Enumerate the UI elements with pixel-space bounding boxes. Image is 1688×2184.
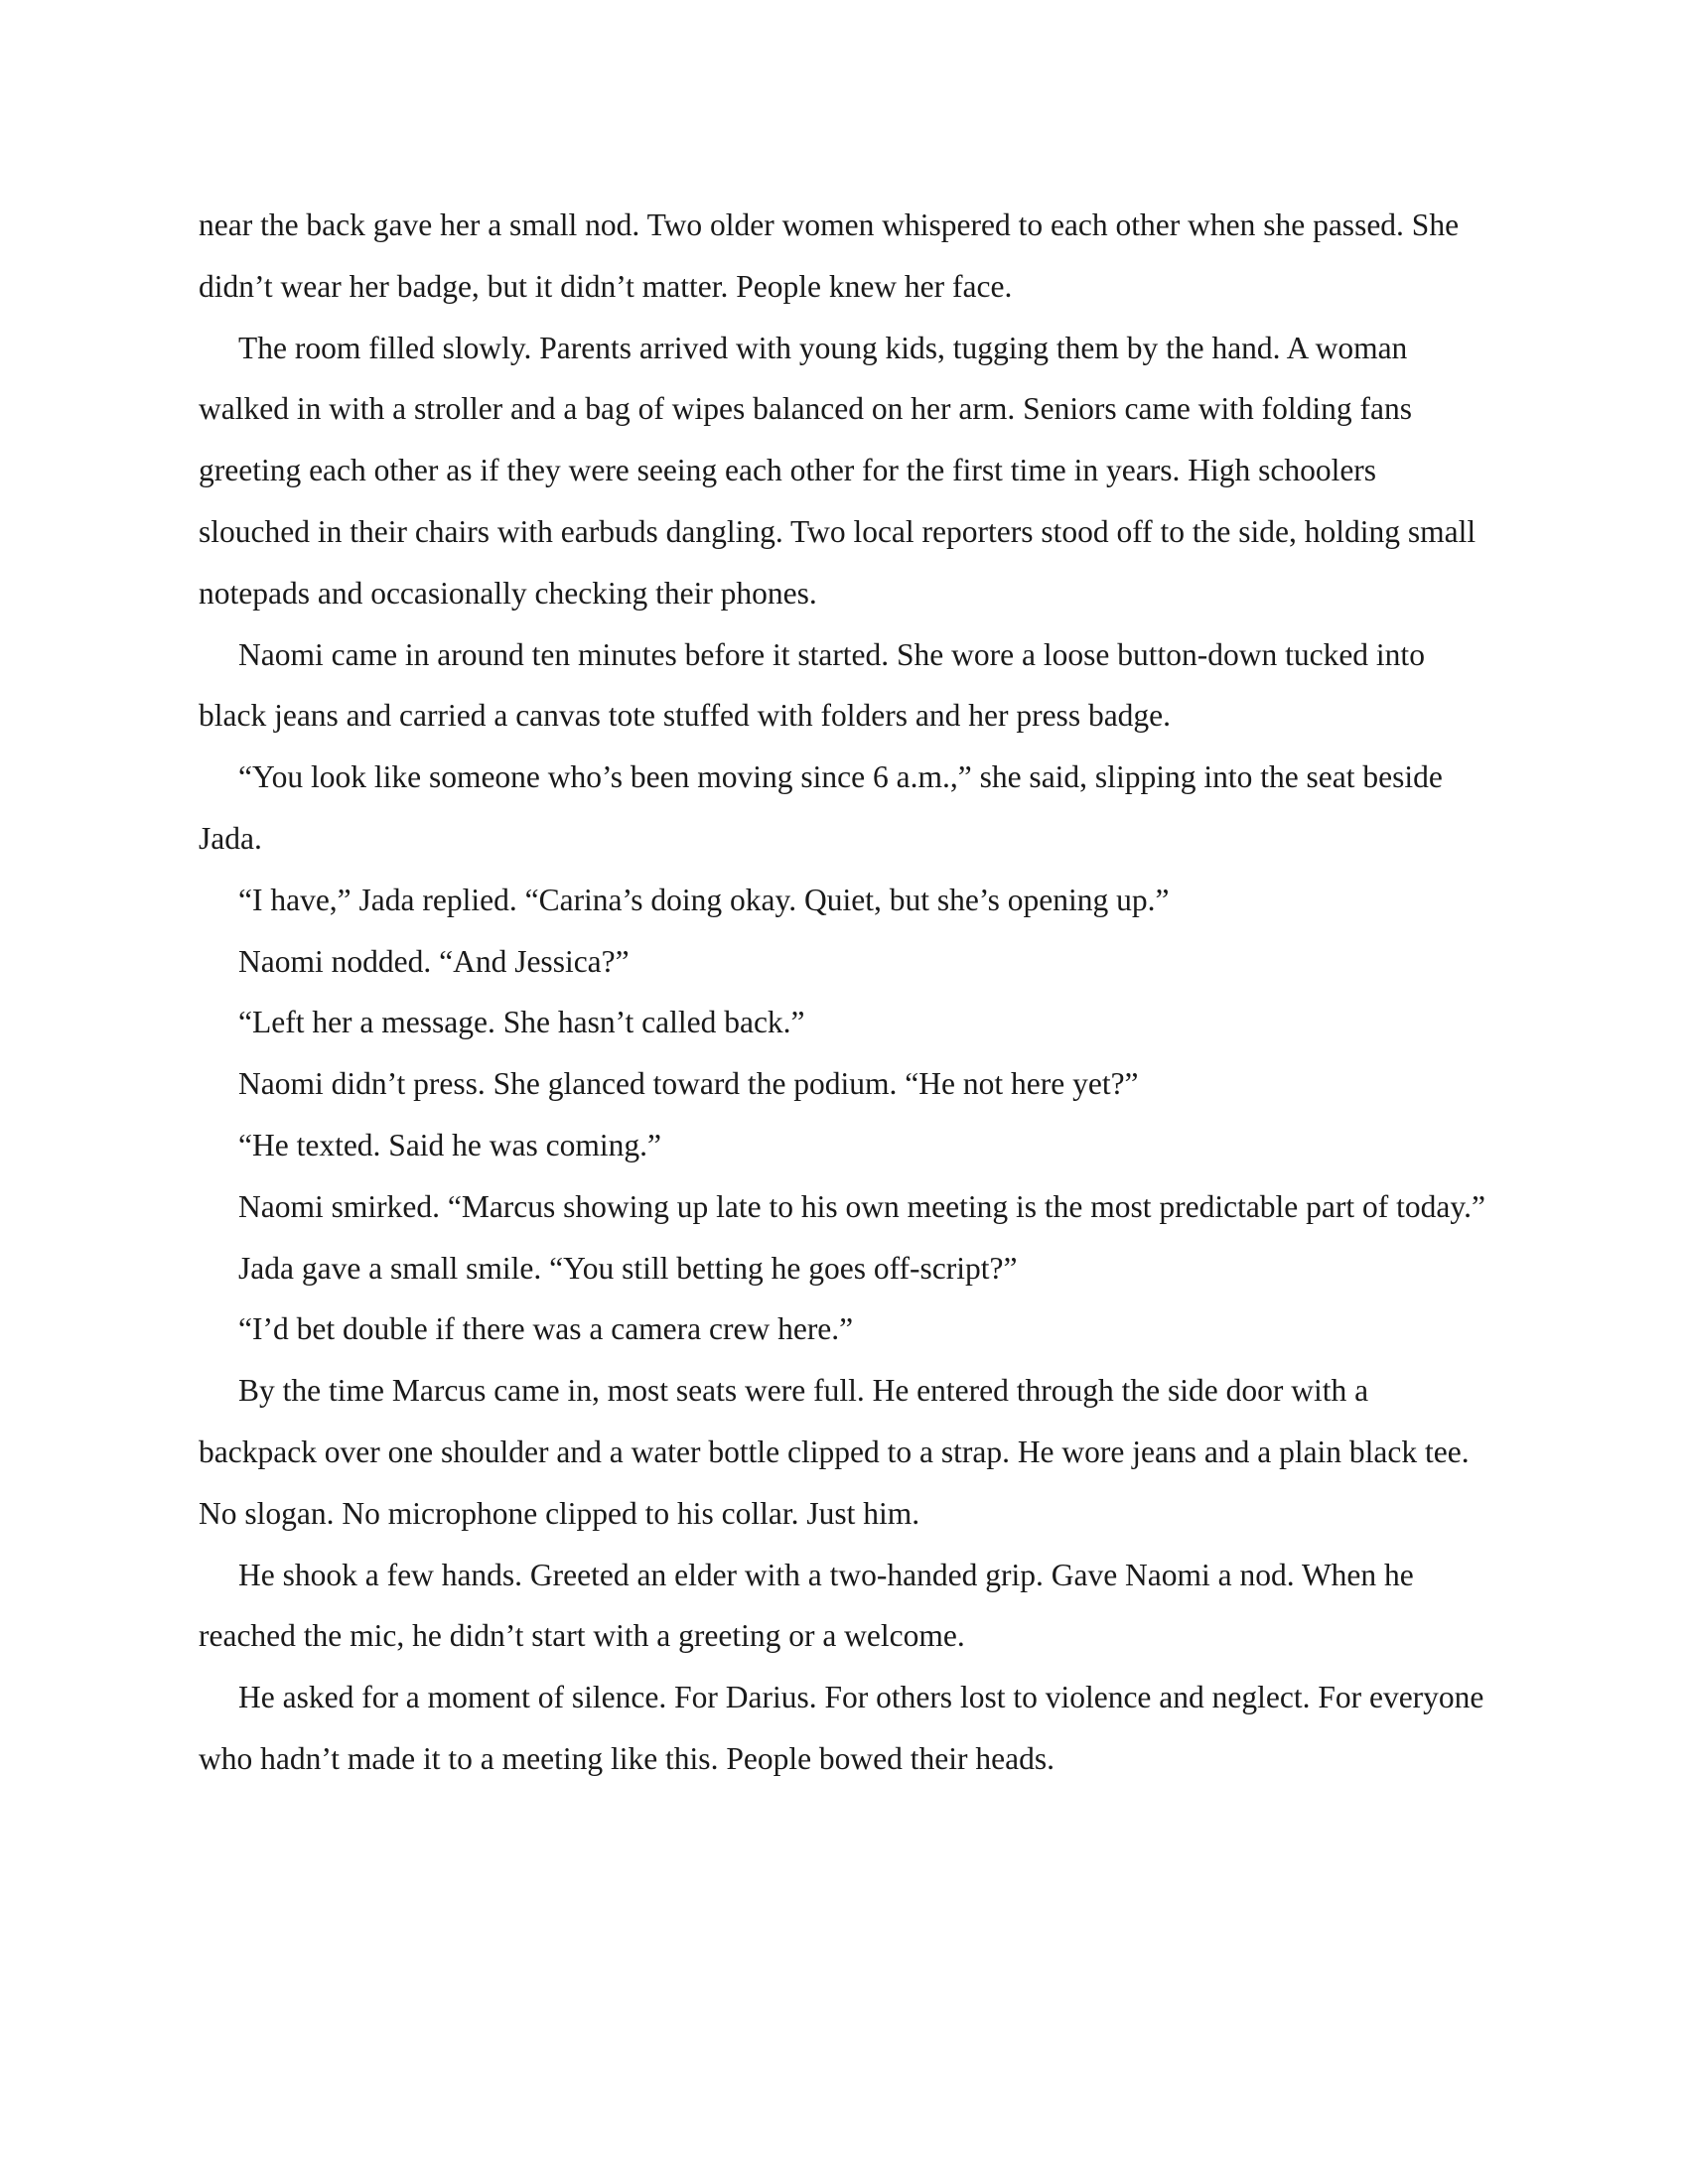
paragraph-9: “He texted. Said he was coming.” xyxy=(238,1127,661,1162)
paragraph-8: Naomi didn’t press. She glanced toward the podium. “He not here yet?” xyxy=(238,1066,1139,1102)
paragraph-6: Naomi nodded. “And Jessica?” xyxy=(238,943,630,979)
paragraph-5: “I have,” Jada replied. “Carina’s doing okay. Quiet, but she’s opening up.” xyxy=(238,882,1170,917)
paragraph-12: “I’d bet double if there was a camera crew here.” xyxy=(238,1311,854,1347)
paragraph-2: The room filled slowly. Parents arrived with young kids, tugging them by the hand. A woman walked in with a stroller and a bag of wipes balanced on her arm. Seniors came with folding fans greeting each other as if they were seeing each other for the first time in years. High schoolers slouched in their chairs with earbuds dangling. Two local reporters stood off to the side, holding small notepads and occasionally checking their phones. xyxy=(199,330,1477,611)
paragraph-13: By the time Marcus came in, most seats were full. He entered through the side door with a backpack over one shoulder and a water bottle clipped to a strap. He wore jeans and a plain black tee. No slogan. No microphone clipped to his collar. Just him. xyxy=(199,1373,1470,1531)
body-text xyxy=(199,195,1489,1790)
paragraph-10: Naomi smirked. “Marcus showing up late to his own meeting is the most predictable part of today.” xyxy=(238,1188,1485,1224)
paragraph-4: “You look like someone who’s been moving since 6 a.m.,” she said, slipping into the seat beside Jada. xyxy=(199,759,1443,856)
paragraph-3: Naomi came in around ten minutes before it started. She wore a loose button-down tucked into black jeans and carried a canvas tote stuffed with folders and her press badge. xyxy=(199,636,1425,734)
paragraph-14: He shook a few hands. Greeted an elder with a two-handed grip. Gave Naomi a nod. When he reached the mic, he didn’t start with a greeting or a welcome. xyxy=(199,1557,1414,1654)
paragraph-7: “Left her a message. She hasn’t called back.” xyxy=(238,1005,805,1040)
paragraph-11: Jada gave a small smile. “You still betting he goes off-script?” xyxy=(238,1250,1018,1286)
paragraph-1: near the back gave her a small nod. Two older women whispered to each other when she passed. She didn’t wear her badge, but it didn’t matter. People knew her face. xyxy=(199,207,1460,304)
paragraph-15: He asked for a moment of silence. For Darius. For others lost to violence and neglect. For everyone who hadn’t made it to a meeting like this. People bowed their heads. xyxy=(199,1680,1484,1776)
